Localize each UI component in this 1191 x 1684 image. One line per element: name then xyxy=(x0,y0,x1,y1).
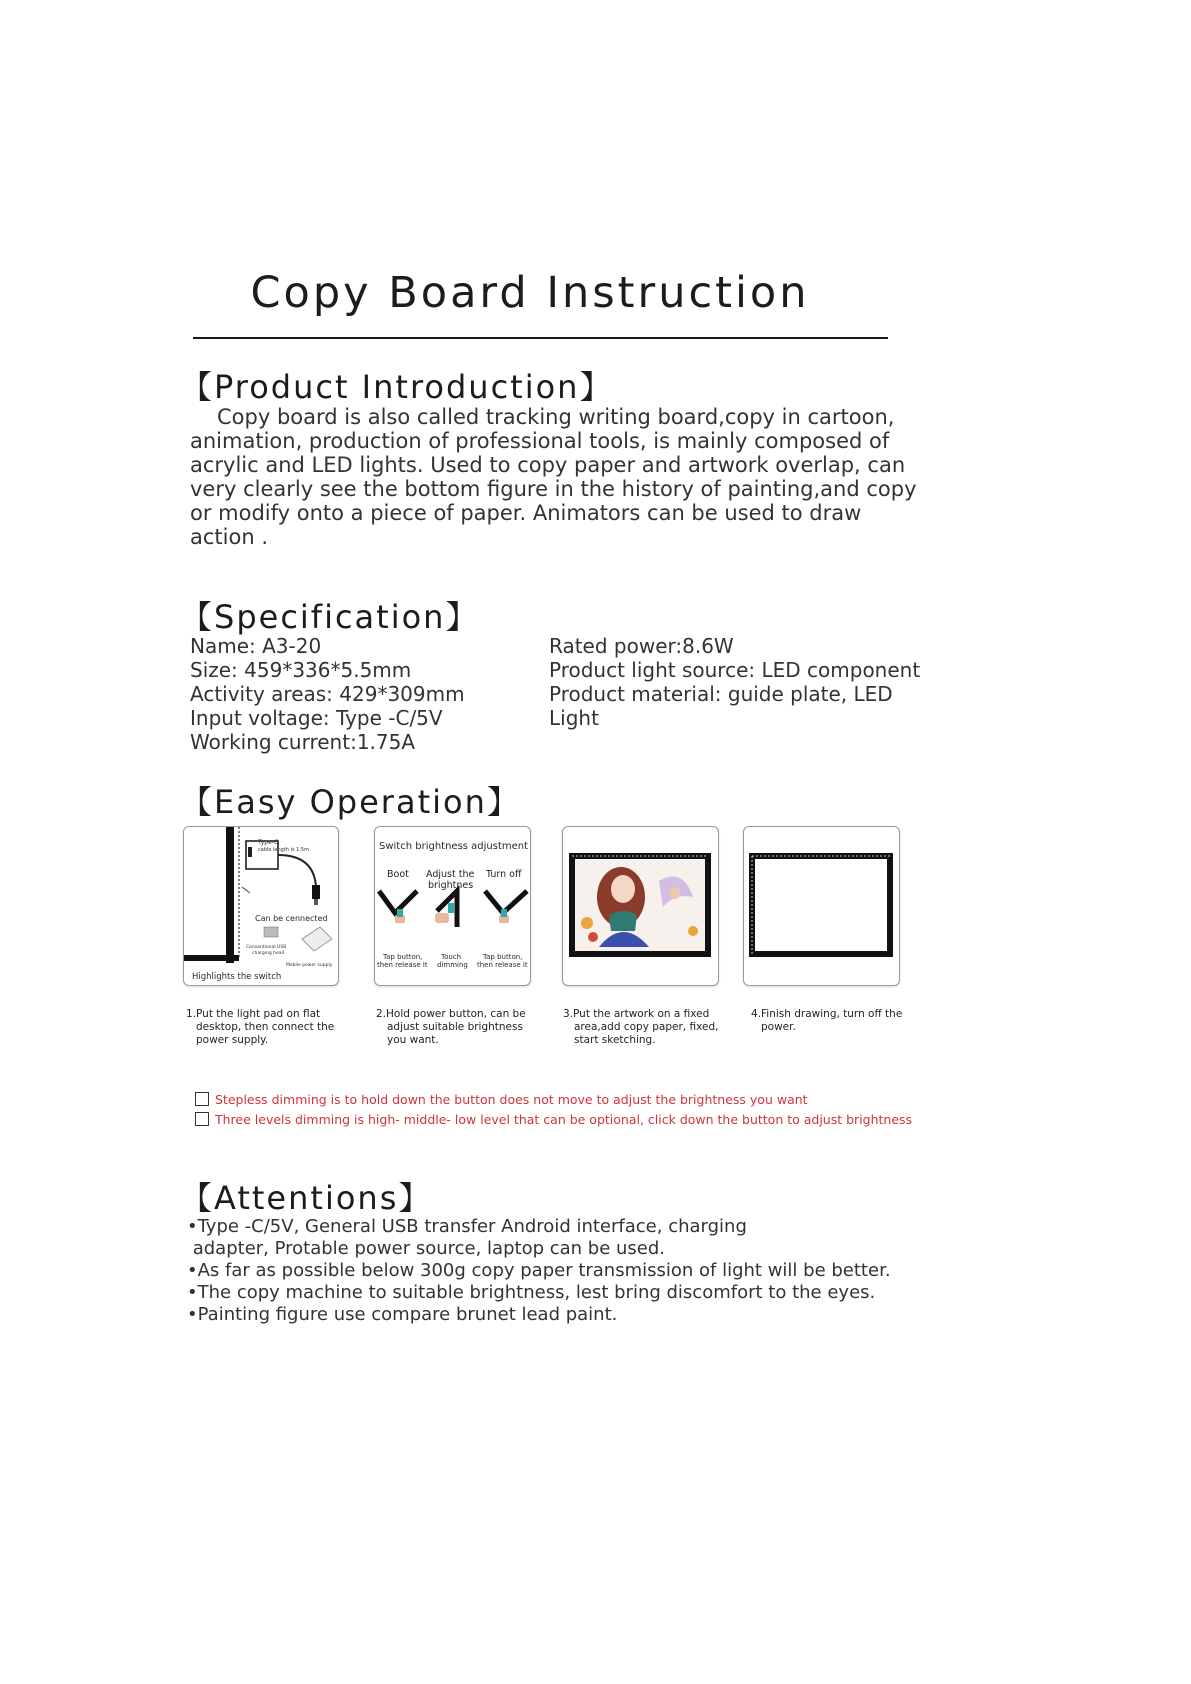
artwork-on-pad-image xyxy=(563,827,718,985)
spec-size: Size: 459*336*5.5mm xyxy=(190,658,412,682)
usb-head-label: Conventional USB xyxy=(246,945,287,950)
caption-line: power. xyxy=(761,1021,796,1033)
spec-input-voltage: Input voltage: Type -C/5V xyxy=(190,706,443,730)
switch-label: Highlights the switch xyxy=(192,972,282,982)
note-text: Stepless dimming is to hold down the button does not move to adjust the brightness you want xyxy=(215,1092,808,1107)
caption-line: start sketching. xyxy=(574,1034,656,1046)
spec-light-source: Product light source: LED component xyxy=(549,658,921,682)
spec-right xyxy=(549,634,920,730)
note-stepless xyxy=(195,1092,808,1107)
spec-material-cont: Light xyxy=(549,706,599,730)
attention-item: •As far as possible below 300g copy paper transmission of light will be better. xyxy=(187,1260,891,1281)
step1-caption xyxy=(186,1008,356,1047)
caption-line: 4.Finish drawing, turn off the xyxy=(751,1008,903,1020)
spec-name: Name: A3-20 xyxy=(190,634,322,658)
usb-head-label2: charging head xyxy=(252,951,285,956)
page-title: Copy Board Instruction xyxy=(250,268,810,318)
connected-label: Can be cennected xyxy=(255,914,328,923)
caption-line: power supply. xyxy=(196,1034,269,1046)
title-divider xyxy=(193,337,888,339)
operation-heading: 【Easy Operation】 xyxy=(180,783,521,821)
caption-line: 1.Put the light pad on flat xyxy=(186,1008,321,1020)
spec-working-current: Working current:1.75A xyxy=(190,730,416,754)
intro-line: action . xyxy=(190,525,268,549)
tap-label-1: Tap button, xyxy=(383,953,423,961)
step3-illustration xyxy=(562,826,719,986)
note-three-levels xyxy=(195,1112,912,1127)
brightness-header: Switch brightness adjustment xyxy=(379,841,529,852)
cable-label: Type-C xyxy=(258,839,279,846)
touch-label: Touch xyxy=(441,953,462,961)
adjust-label-2: brightnes xyxy=(428,880,474,891)
blank-pad-icon xyxy=(744,827,899,985)
cable-length: cable length is 1.5m xyxy=(258,847,309,853)
attention-item: •The copy machine to suitable brightness, lest bring discomfort to the eyes. xyxy=(187,1282,876,1303)
spec-material: Product material: guide plate, LED xyxy=(549,682,893,706)
step4-illustration xyxy=(743,826,900,986)
caption-line: adjust suitable brightness xyxy=(387,1021,523,1033)
attention-item: •Painting figure use compare brunet lead paint. xyxy=(187,1304,618,1325)
turnoff-label: Turn off xyxy=(486,869,522,880)
note-text: Three levels dimming is high- middle- low level that can be optional, click down the button to adjust brightness xyxy=(215,1112,913,1127)
boot-label: Boot xyxy=(387,869,409,880)
attention-item: adapter, Protable power source, laptop can be used. xyxy=(187,1238,666,1259)
intro-text xyxy=(190,405,917,549)
step3-caption xyxy=(563,1008,743,1047)
release-label-3: then release it xyxy=(477,961,528,969)
step4-caption xyxy=(751,1008,931,1034)
spec-left xyxy=(190,634,465,754)
checkbox-icon xyxy=(195,1092,209,1106)
caption-line: you want. xyxy=(387,1034,439,1046)
step2-illustration xyxy=(374,826,531,986)
caption-line: desktop, then connect the xyxy=(196,1021,335,1033)
attentions-list xyxy=(187,1216,891,1326)
mobile-power-label: Mobile power supply xyxy=(286,963,333,968)
caption-line: 3.Put the artwork on a fixed xyxy=(563,1008,710,1020)
attention-item: •Type -C/5V, General USB transfer Android interface, charging xyxy=(187,1216,747,1237)
intro-line: acrylic and LED lights. Used to copy paper and artwork overlap, can xyxy=(190,453,906,477)
spec-heading: 【Specification】 xyxy=(180,598,480,636)
intro-line: Copy board is also called tracking writing board,copy in cartoon, xyxy=(217,405,895,429)
intro-heading: 【Product Introduction】 xyxy=(180,368,614,406)
release-label-1: then release it xyxy=(377,961,428,969)
intro-line: very clearly see the bottom figure in the history of painting,and copy xyxy=(190,477,917,501)
step2-caption xyxy=(376,1008,556,1047)
tap-label-3: Tap button, xyxy=(483,953,523,961)
caption-line: area,add copy paper, fixed, xyxy=(574,1021,719,1033)
checkbox-icon xyxy=(195,1112,209,1126)
attentions-heading: 【Attentions】 xyxy=(180,1179,433,1217)
spec-rated-power: Rated power:8.6W xyxy=(549,634,734,658)
intro-line: animation, production of professional tools, is mainly composed of xyxy=(190,429,890,453)
caption-line: 2.Hold power button, can be xyxy=(376,1008,526,1020)
step1-illustration xyxy=(183,826,339,986)
spec-activity-area: Activity areas: 429*309mm xyxy=(190,682,465,706)
dimming-label: dimming xyxy=(437,961,468,969)
adjust-label: Adjust the xyxy=(426,869,475,880)
intro-line: or modify onto a piece of paper. Animators can be used to draw xyxy=(190,501,862,525)
